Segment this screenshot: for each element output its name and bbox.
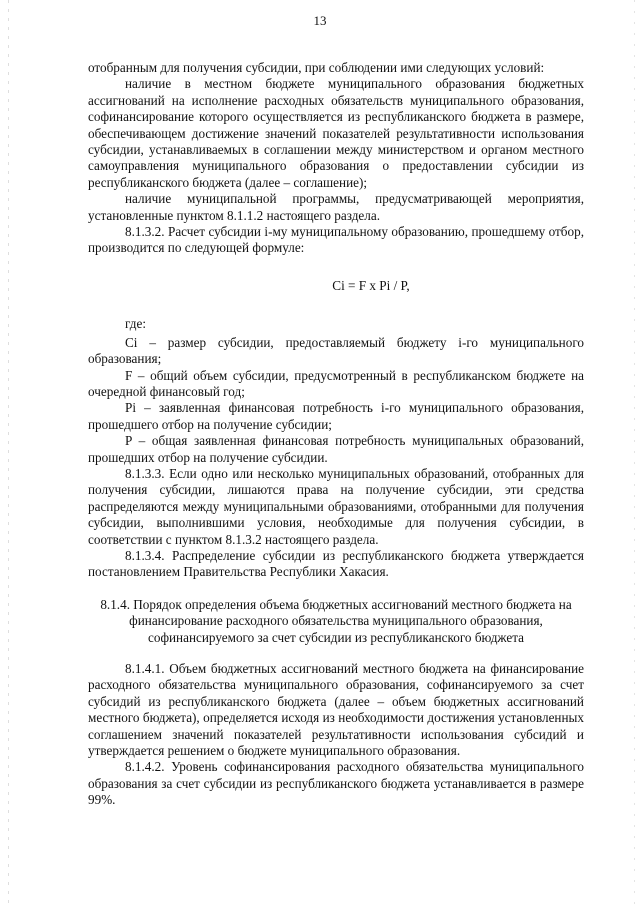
scan-edge-left: [8, 0, 9, 905]
paragraph-condition-program: наличие муниципальной программы, предусматривающей мероприятия, установленные пунктом 8.1.1.2 настоящего раздела.: [88, 191, 584, 223]
section-spacer: [88, 581, 584, 597]
paragraph-8-1-3-2: 8.1.3.2. Расчет субсидии i-му муниципальному образованию, прошедшему отбор, производится по следующей формуле:: [88, 224, 584, 256]
paragraph-condition-budget: наличие в местном бюджете муниципального образования бюджетных ассигнований на исполнение расходных обязательств муниципального образования, софинансирование которого осуществляется из республиканского бюджета в размере, обеспечивающем достижение значений показателей результативности использования субсидии, устанавливаемых в соглашении между министерством и органом местного самоуправления муниципального образования о предоставлении субсидии из республиканского бюджета (далее – соглашение);: [88, 76, 584, 190]
subsidy-formula: Ci = F x Pi / P,: [332, 277, 410, 293]
paragraph-continuation: отобранным для получения субсидии, при соблюдении ими следующих условий:: [88, 60, 545, 75]
definition-pi: Pi – заявленная финансовая потребность i-го муниципального образования, прошедшего отбор на получение субсидии;: [88, 400, 584, 432]
paragraph-8-1-4-1: 8.1.4.1. Объем бюджетных ассигнований местного бюджета на финансирование расходного обязательства муниципального образования, софинансируемого за счет субсидий из республиканского бюджета (далее – объем бюджетных ассигнований местного бюджета), определяется исходя из необходимости достижения установленных соглашением значений показателей результативности использования субсидий и утверждается решением о бюджете муниципального образования.: [88, 661, 584, 759]
paragraph-8-1-3-4: 8.1.3.4. Распределение субсидии из республиканского бюджета утверждается постановлением Правительства Республики Хакасия.: [88, 547, 584, 580]
definition-p: P – общая заявленная финансовая потребность муниципальных образований, прошедших отбор на получение субсидии.: [88, 433, 584, 465]
document-body: [88, 60, 584, 809]
scan-edge-right: [634, 0, 635, 905]
definition-ci: Ci – размер субсидии, предоставляемый бюджету i-го муниципального образования;: [88, 334, 584, 367]
where-label: где:: [125, 316, 146, 332]
definition-f: F – общий объем субсидии, предусмотренный в республиканском бюджете на очередной финансовый год;: [88, 367, 584, 399]
paragraph-8-1-4-2: 8.1.4.2. Уровень софинансирования расходного обязательства муниципального образования за счет субсидии из республиканского бюджета устанавливается в размере 99%.: [88, 759, 584, 808]
paragraph-8-1-3-3: 8.1.3.3. Если одно или несколько муниципальных образований, отобранных для получения субсидии, лишаются права на получение субсидии, эти средства распределяются между муниципальными образованиями, отобранными для получения субсидии, выполнившими условия, необходимые для получения субсидии, в соответствии с пунктом 8.1.3.2 настоящего раздела.: [88, 465, 584, 547]
page-number: 13: [313, 13, 327, 28]
section-heading-8-1-4: 8.1.4. Порядок определения объема бюджетных ассигнований местного бюджета на финансирование расходного обязательства муниципального образования, софинансируемого за счет субсидии из республиканского бюджета: [100, 596, 572, 645]
